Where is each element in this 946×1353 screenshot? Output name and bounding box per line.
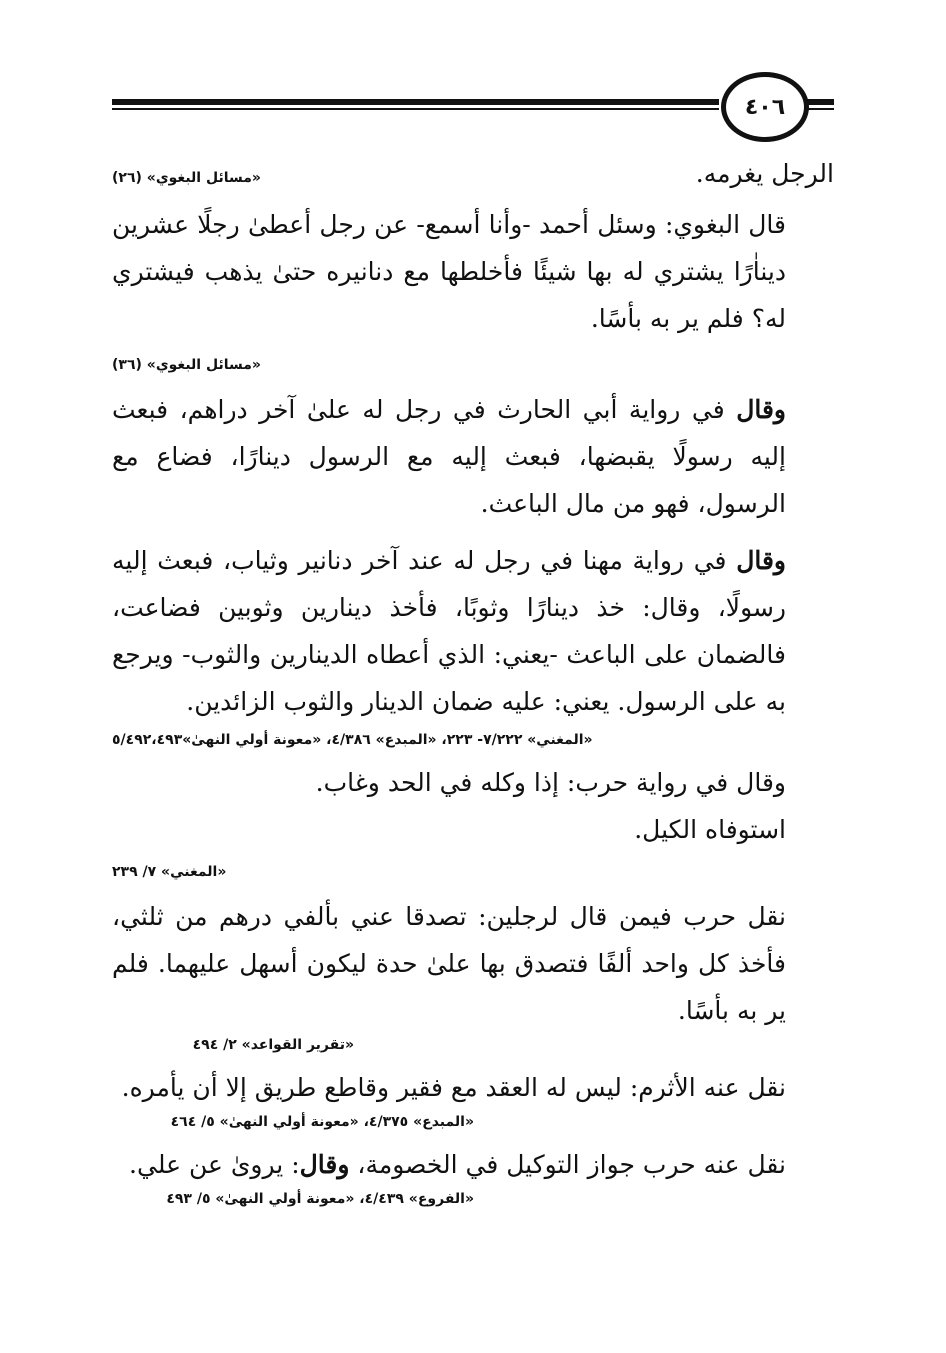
page-number: ٤٠٦ [721,72,809,142]
paragraph-text: في رواية مهنا في رجل له عند آخر دنانير وثياب، فبعث إليه رسولًا، وقال: خذ دينارًا وثوبًا، فأخذ دينارين وثوبين فضاعت، فالضمان على الباعث -يعني: الذي أعطاه الدينارين والثوب- ويرجع به على الرسول. يعني: عليه ضمان الدينار والثوب الزائدين. [112,546,786,716]
paragraph: استوفاه الكيل. [634,815,786,844]
header-rule [112,99,719,105]
lead-word: وقال [299,1150,350,1179]
reference: «تقرير القواعد» ٢/ ٤٩٤ [192,1037,354,1053]
paragraph: قال البغوي: وسئل أحمد -وأنا أسمع- عن رجل أعطىٰ رجلًا عشرين ديناٰرًا يشتري له بها شيئًا فأخلطها مع دنانيره حتىٰ يذهب فيشتري له؟ فلم ير به بأسًا. [112,210,786,333]
paragraph-text: في رواية أبي الحارث في رجل له علىٰ آخر دراهم، فبعث إليه رسولًا يقبضها، فبعث إليه مع الرسول دينارًا، فضاع مع الرسول، فهو من مال الباعث. [112,395,786,518]
paragraph: الرجل يغرمه. [695,159,834,188]
header-rule-thin [112,108,719,110]
paragraph-text: : يروىٰ عن علي. [129,1150,300,1179]
paragraph [112,537,834,725]
paragraph: وقال في رواية حرب: إذا وكله في الحد وغاب. [315,768,786,797]
page-header [112,70,834,134]
reference: «المبدع» ٤/٣٧٥، «معونة أولي النهىٰ» ٥/ ٤٦٤ [170,1114,474,1130]
page-body [112,150,834,1210]
lead-word: وقال [736,546,786,575]
reference: «مسائل البغوي» (٢٦) [112,170,261,186]
paragraph: نقل حرب فيمن قال لرجلين: تصدقا عني بألفي درهم من ثلثي، فأخذ كل واحد ألفًا فتصدق بها علىٰ حدة ليكون أسهل عليهما. فلم ير به بأسًا. [112,902,786,1025]
lead-word: وقال [736,395,786,424]
entry-1 [112,150,834,197]
paragraph [112,386,834,527]
reference: «المغني» ٧/٢٢٢- ٢٢٣، «المبدع» ٤/٣٨٦، «معونة أولي النهىٰ»٥/٤٩٢،٤٩٣ [112,732,593,748]
reference: «المغني» ٧/ ٢٣٩ [112,864,227,880]
paragraph [112,1141,834,1188]
paragraph-text: نقل عنه حرب جواز التوكيل في الخصومة، [349,1150,786,1179]
reference: «مسائل البغوي» (٣٦) [112,357,261,373]
paragraph: نقل عنه الأثرم: ليس له العقد مع فقير وقاطع طريق إلا أن يأمره. [121,1073,786,1102]
reference: «الفروع» ٤/٤٣٩، «معونة أولي النهىٰ» ٥/ ٤٩٣ [166,1191,474,1207]
